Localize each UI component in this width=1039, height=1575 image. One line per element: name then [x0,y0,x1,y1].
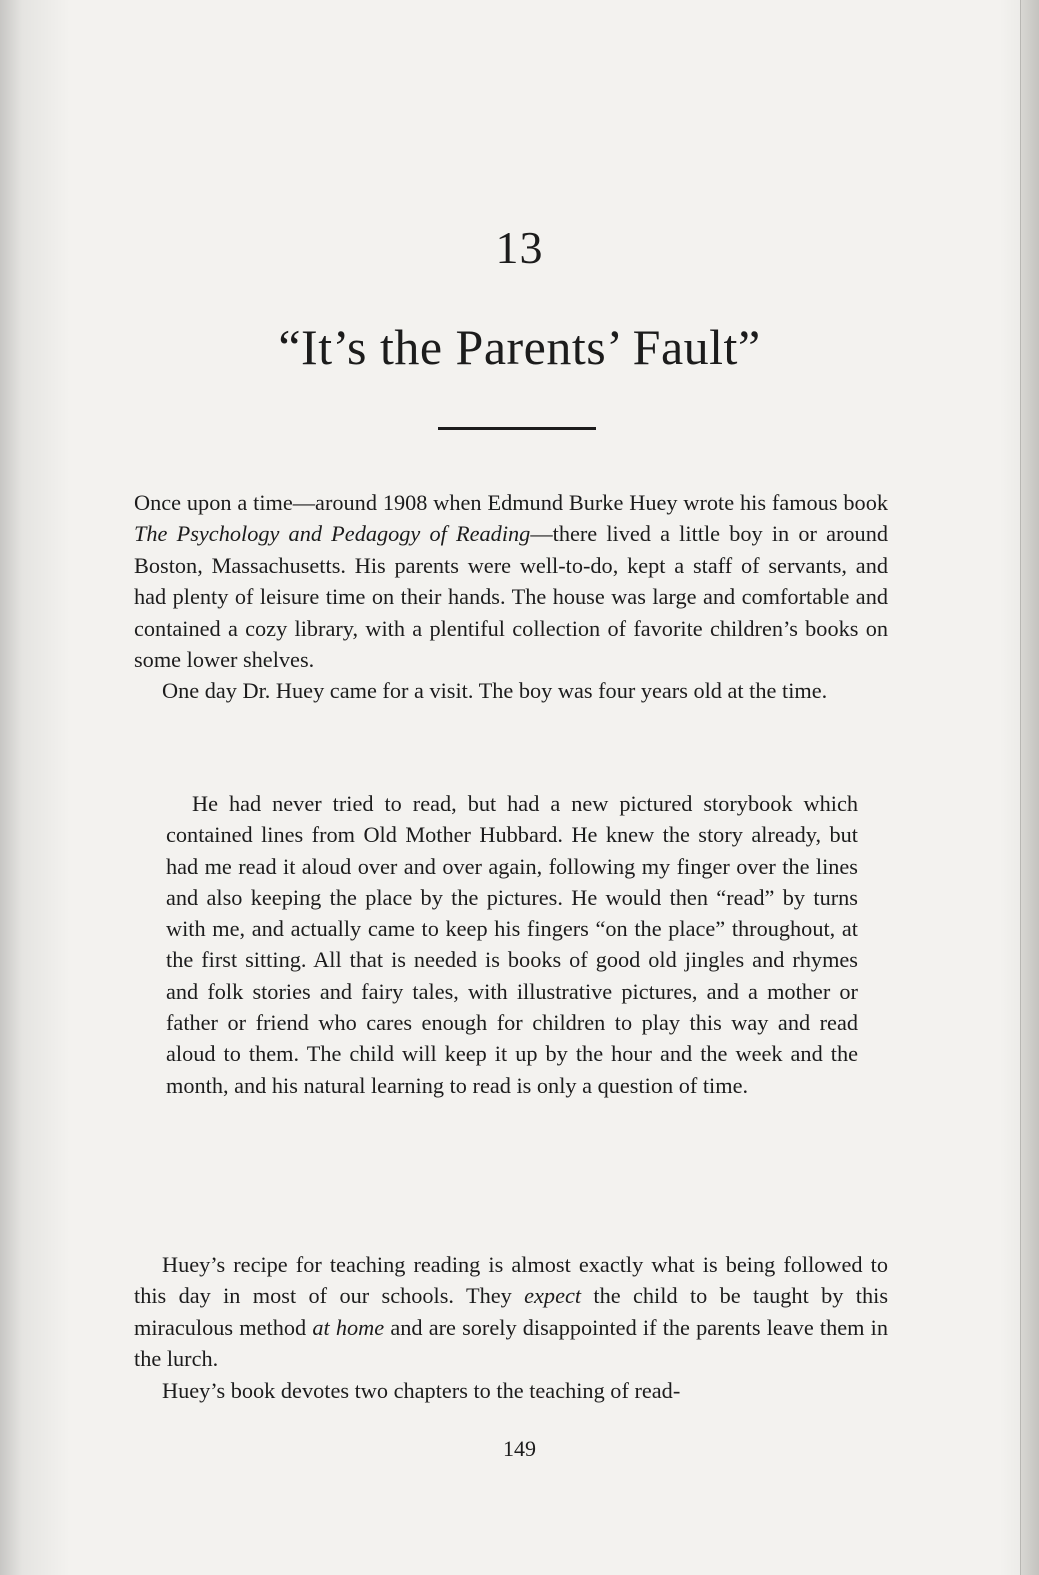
chapter-number: 13 [495,222,544,273]
emphasis-at-home: at home [312,1314,385,1340]
page-number: 149 [503,1436,536,1461]
paragraph-recipe [134,1249,888,1375]
paragraph-opening [134,487,888,675]
text-run: Once upon a time—around 1908 when Edmund Burke Huey wrote his famous book [134,490,888,515]
text-run: —there lived a little boy in or around Boston, Massachusetts. His parents were well-to-do, kept a staff of servants, and had plenty of leisure time on their hands. The house was large and comfortable and contained a cozy library, with a plentiful collection of favorite children’s books on some lower shelves. [134,521,888,673]
opening-text [134,487,888,707]
quote-paragraph: He had never tried to read, but had a new pictured storybook which contained lines from Old Mother Hubbard. He knew the story already, but had me read it aloud over and over again, following my finger over the lines and also keeping the place by the pictures. He would then “read” by turns with me, and actually came to keep his fingers “on the place” throughout, at the first sitting. All that is needed is books of good old jingles and rhymes and folk stories and fairy tales, with illustrative pictures, and a mother or father or friend who cares enough for children to play this way and read aloud to them. The child will keep it up by the hour and the week and the month, and his natural learning to read is only a question of time. [166,791,858,1098]
text-run: and are sorely disappointed if the parents leave them in the lurch. [134,1314,889,1372]
text-run: Huey’s recipe for teaching reading is almost exactly what is being followed to this day in most of our schools. They [134,1252,888,1309]
paragraph-chapters: Huey’s book devotes two chapters to the teaching of read- [162,1377,681,1403]
title-underline [438,427,596,430]
block-quote [166,788,858,1101]
chapter-title: “It’s the Parents’ Fault” [278,319,761,375]
book-title: The Psychology and Pedagogy of Reading [134,521,531,547]
paragraph-visit: One day Dr. Huey came for a visit. The boy was four years old at the time. [162,678,828,704]
closing-text [134,1249,888,1406]
emphasis-expect: expect [524,1283,582,1309]
text-run: the child to be taught by this miraculous method [134,1283,888,1340]
